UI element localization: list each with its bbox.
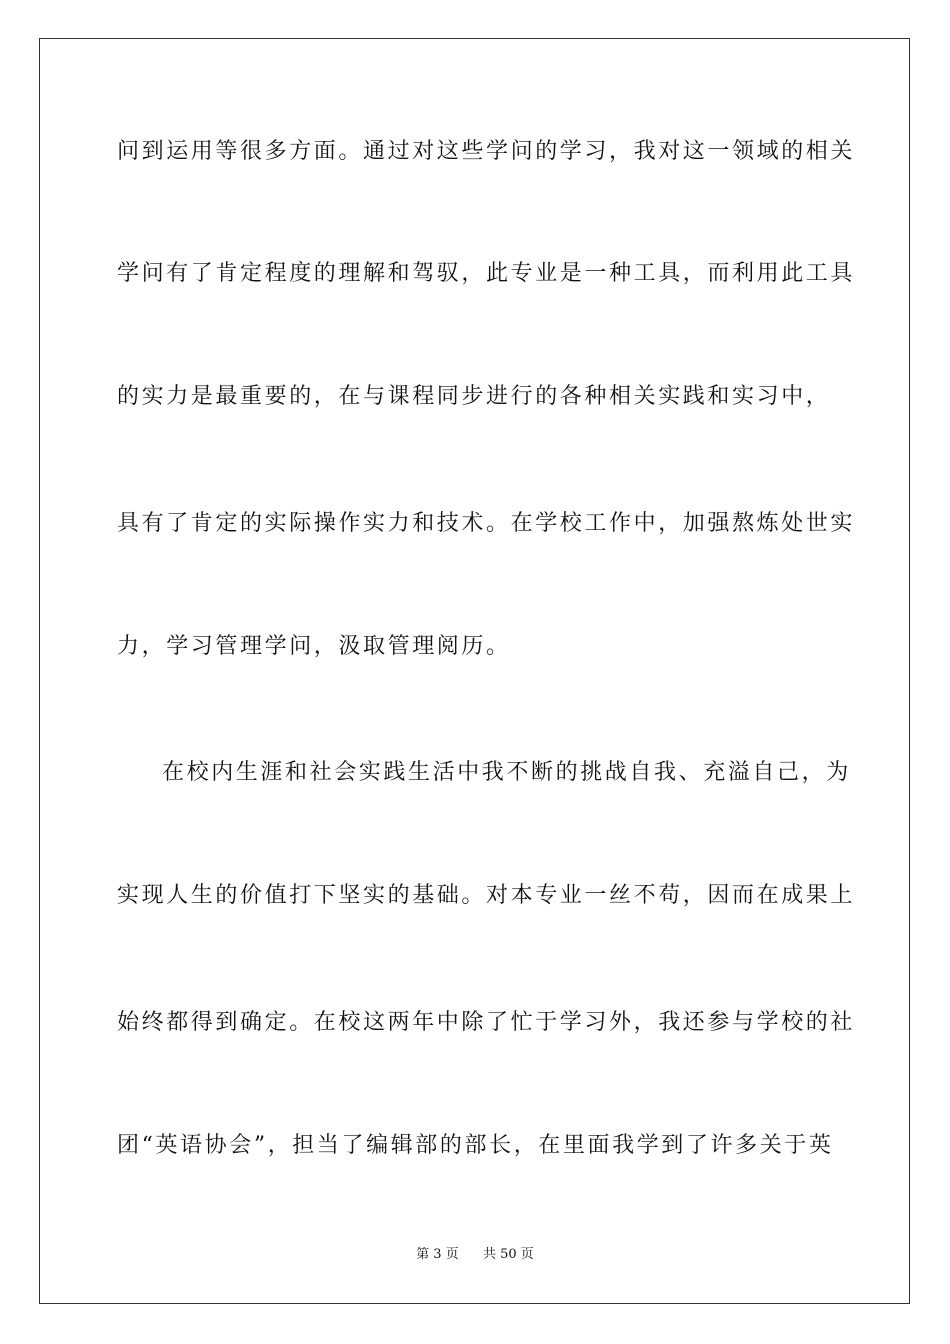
total-pages: 共 50 页 bbox=[483, 1247, 534, 1262]
page-footer bbox=[0, 1246, 950, 1264]
body-line-2: 学问有了肯定程度的理解和驾驭，此专业是一种工具，而利用此工具 bbox=[117, 261, 856, 286]
body-line-7: 实现人生的价值打下坚实的基础。对本专业一丝不苟，因而在成果上 bbox=[117, 883, 856, 908]
body-line-4: 具有了肯定的实际操作实力和技术。在学校工作中，加强熬炼处世实 bbox=[117, 511, 856, 536]
page-number: 第 3 页 bbox=[416, 1247, 459, 1262]
page-frame bbox=[39, 38, 910, 1304]
body-line-5: 力，学习管理学问，汲取管理阅历。 bbox=[117, 634, 511, 659]
body-line-3: 的实力是最重要的，在与课程同步进行的各种相关实践和实习中， bbox=[117, 384, 831, 409]
body-line-9: 团“英语协会”，担当了编辑部的部长，在里面我学到了许多关于英 bbox=[117, 1133, 834, 1158]
body-line-1: 问到运用等很多方面。通过对这些学问的学习，我对这一领域的相关 bbox=[117, 139, 856, 164]
body-line-8: 始终都得到确定。在校这两年中除了忙于学习外，我还参与学校的社 bbox=[117, 1010, 856, 1035]
body-line-6: 在校内生涯和社会实践生活中我不断的挑战自我、充溢自己，为 bbox=[162, 760, 851, 785]
